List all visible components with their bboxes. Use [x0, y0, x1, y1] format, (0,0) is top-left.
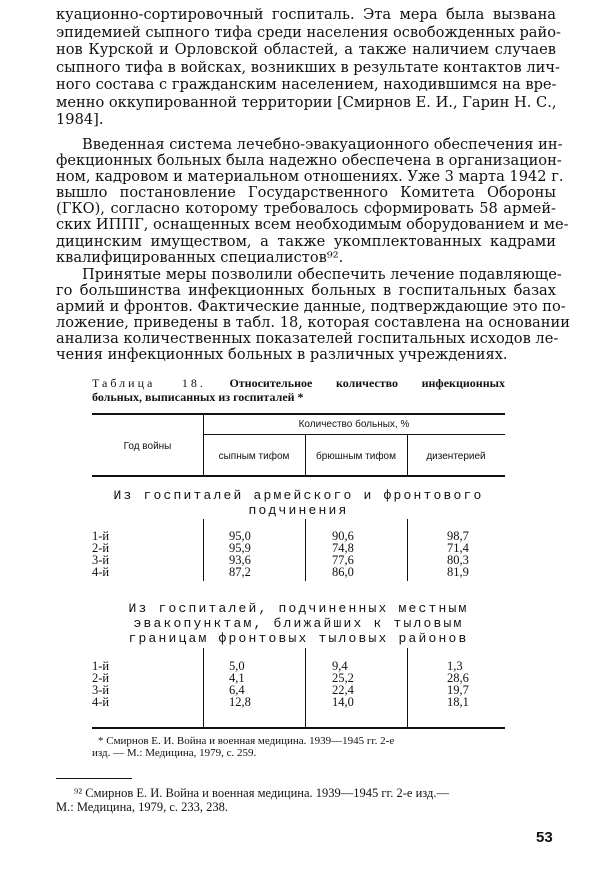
- table-cell: 80,3: [447, 553, 469, 567]
- table-cell: 4-й: [92, 565, 110, 579]
- table-cell: 1-й: [92, 529, 110, 543]
- text-line: анализа количественных показателей госпитальных исходов ле-: [56, 330, 559, 348]
- paragraph-1: [56, 6, 561, 129]
- table-cell: 1-й: [92, 659, 110, 673]
- table-row: [92, 684, 505, 696]
- paragraph-2: [56, 136, 569, 266]
- table-cell: 14,0: [332, 695, 354, 709]
- table-cell: 4-й: [92, 695, 110, 709]
- header-col: брюшным тифом: [315, 451, 396, 462]
- table-row: [92, 530, 505, 542]
- table-cell: 5,0: [229, 659, 245, 673]
- text-line: дицинским имуществом, а также укомплектованных кадрами: [56, 232, 556, 250]
- table-cell: 9,4: [332, 659, 348, 673]
- text-line: чения инфекционных больных в различных учреждениях.: [56, 346, 508, 364]
- text-line: Введенная система лечебно-эвакуационного обеспечения ин-: [82, 136, 563, 153]
- header-col: дизентерией: [426, 451, 486, 462]
- text-line: армий и фронтов. Фактические данные, подтверждающие это по-: [56, 298, 566, 316]
- table-cell: 98,7: [447, 529, 469, 543]
- table-cell: 86,0: [332, 565, 354, 579]
- header-col: сыпным тифом: [218, 451, 290, 462]
- caption-text: Относительное количество инфекционных: [229, 376, 505, 390]
- footnote-line: * Смирнов Е. И. Война и военная медицина. 1939—1945 гг. 2-е: [98, 735, 395, 747]
- text-line: эпидемией сыпного тифа среди населения освобожденных райо-: [56, 23, 561, 41]
- section-title-line: Из госпиталей, подчиненных местным: [128, 601, 469, 616]
- text-line: ного состава с гражданским населением, находившимся на вре-: [56, 76, 557, 93]
- header-rule: [203, 434, 505, 435]
- table-caption: [92, 376, 505, 404]
- text-line: го большинства инфекционных больных в госпитальных базах: [56, 282, 556, 300]
- page-number: 53: [536, 829, 553, 846]
- text-line: менно оккупированной территории [Смирнов Е. И., Гарин Н. С.,: [56, 93, 557, 111]
- text-line: квалифицированных специалистов⁹².: [56, 248, 344, 266]
- table-cell: 6,4: [229, 683, 245, 697]
- table-cell: 18,1: [447, 695, 469, 709]
- table-row: [92, 696, 505, 708]
- section-title-line: Из госпиталей армейского и фронтового: [113, 488, 484, 503]
- section-title: [92, 601, 505, 646]
- footnote-separator: [56, 778, 132, 779]
- table-cell: 25,2: [332, 671, 354, 685]
- page-footnote: [56, 787, 561, 814]
- table-cell: 3-й: [92, 683, 110, 697]
- table-top-rule: [92, 413, 505, 415]
- text-line: фекционных больных была надежно обеспечена в организацион-: [56, 152, 562, 170]
- table-cell: 87,2: [229, 565, 251, 579]
- header-group: Количество больных, %: [298, 419, 410, 430]
- text-line: вышло постановление Государственного Комитета Обороны: [56, 184, 556, 202]
- text-line: ном, кадровом и материальном отношениях. Уже 3 марта 1942 г.: [56, 168, 564, 186]
- header-year: Год войны: [123, 441, 172, 452]
- table-cell: 95,9: [229, 541, 251, 555]
- table-cell: 2-й: [92, 541, 110, 555]
- table-cell: 93,6: [229, 553, 251, 567]
- table-row: [92, 566, 505, 578]
- footnote-line: изд. — М.: Медицина, 1979, с. 259.: [92, 747, 257, 759]
- text-line: Принятые меры позволили обеспечить лечение подавляюще-: [82, 266, 562, 283]
- table-bottom-rule: [92, 727, 505, 729]
- table-cell: 77,6: [332, 553, 354, 567]
- section-title: [92, 488, 505, 518]
- table-cell: 95,0: [229, 529, 251, 543]
- table-row: [92, 660, 505, 672]
- text-line: (ГКО), согласно которому требовалось сформировать 58 армей-: [56, 200, 556, 218]
- table-cell: 2-й: [92, 671, 110, 685]
- table-cell: 1,3: [447, 659, 463, 673]
- text-line: куационно-сортировочный госпиталь. Эта мера была вызвана: [56, 6, 556, 23]
- table-label: Таблица 18.: [92, 376, 206, 390]
- table-cell: 71,4: [447, 541, 469, 555]
- section-title-line: границам фронтовых тыловых районов: [128, 631, 469, 646]
- text-line: ложение, приведены в табл. 18, которая составлена на основании: [56, 314, 570, 332]
- section-title-line: подчинения: [248, 503, 349, 518]
- footnote-line: ⁹² Смирнов Е. И. Война и военная медицина. 1939—1945 гг. 2-е изд.—: [74, 786, 449, 800]
- paragraph-3: [56, 266, 570, 364]
- table-row: [92, 554, 505, 566]
- table-footnote: [92, 735, 505, 759]
- section-title-line: эвакопунктам, ближайших к тыловым: [133, 616, 464, 631]
- table-cell: 19,7: [447, 683, 469, 697]
- caption-text: больных, выписанных из госпиталей *: [92, 390, 304, 404]
- text-line: нов Курской и Орловской областей, а также наличием случаев: [56, 41, 556, 58]
- text-line: ских ИППГ, оснащенных всем необходимым оборудованием и ме-: [56, 216, 569, 234]
- table-cell: 90,6: [332, 529, 354, 543]
- table-cell: 74,8: [332, 541, 354, 555]
- text-line: 1984].: [56, 111, 104, 128]
- table-cell: 12,8: [229, 695, 251, 709]
- table-cell: 81,9: [447, 565, 469, 579]
- table-cell: 22,4: [332, 683, 354, 697]
- table-row: [92, 672, 505, 684]
- table-cell: 3-й: [92, 553, 110, 567]
- table-cell: 28,6: [447, 671, 469, 685]
- table-cell: 4,1: [229, 671, 245, 685]
- text-line: сыпного тифа в войсках, возникших в результате контактов лич-: [56, 58, 560, 76]
- header-bottom-rule: [92, 475, 505, 477]
- footnote-line: М.: Медицина, 1979, с. 233, 238.: [56, 799, 229, 814]
- table-row: [92, 542, 505, 554]
